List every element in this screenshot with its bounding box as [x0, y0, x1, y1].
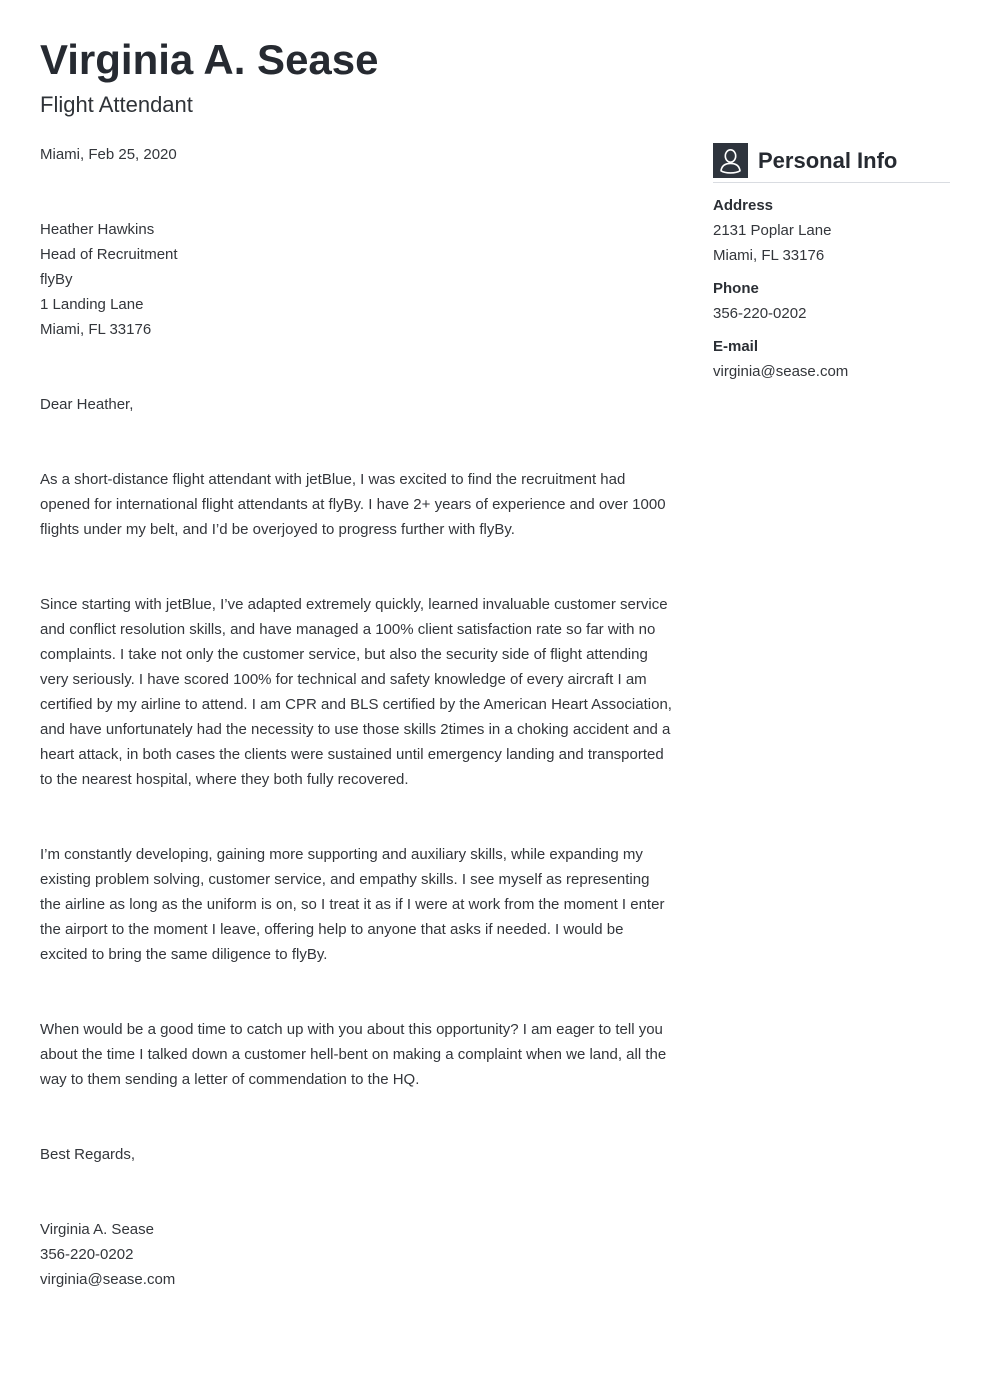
spacer [40, 967, 680, 992]
phone-label: Phone [713, 280, 759, 297]
paragraph-line: opened for international flight attendants at flyBy. I have 2+ years of experience and over 1000 [40, 496, 666, 513]
paragraph-line: existing problem solving, customer service, and empathy skills. I see myself as representing [40, 871, 650, 888]
address-line-1: 2131 Poplar Lane [713, 222, 832, 239]
address-group [713, 193, 950, 268]
paragraph-line: As a short-distance flight attendant with jetBlue, I was excited to find the recruitment had [40, 471, 626, 488]
spacer [40, 192, 680, 217]
paragraph-3 [40, 842, 680, 967]
spacer [40, 342, 680, 367]
spacer [40, 167, 680, 192]
paragraph-2 [40, 592, 680, 792]
personal-info-header [713, 143, 950, 183]
job-title: Flight Attendant [40, 92, 193, 117]
address-line-2: Miami, FL 33176 [713, 247, 825, 264]
spacer [40, 817, 680, 842]
signature-name: Virginia A. Sease [40, 1221, 154, 1238]
recipient-role: Head of Recruitment [40, 246, 178, 263]
paragraph-line: the airport to the moment I leave, offering help to anyone that asks if needed. I would be [40, 921, 624, 938]
signature-email: virginia@sease.com [40, 1271, 176, 1288]
recipient-street: 1 Landing Lane [40, 296, 144, 313]
applicant-name: Virginia A. Sease [40, 36, 379, 83]
spacer [40, 542, 680, 567]
paragraph-line: to the nearest hospital, where they both fully recovered. [40, 771, 409, 788]
spacer [40, 1117, 680, 1142]
resume-header [40, 34, 950, 119]
personal-info-title: Personal Info [758, 147, 898, 173]
spacer [40, 442, 680, 467]
spacer [40, 1167, 680, 1192]
email-label: E-mail [713, 338, 759, 355]
recipient-block [40, 217, 680, 342]
paragraph-line: complaints. I take not only the customer service, but also the security side of flight attending [40, 646, 648, 663]
paragraph-line: about the time I talked down a customer hell-bent on making a complaint when we land, all the [40, 1046, 667, 1063]
spacer [40, 1192, 680, 1217]
spacer [40, 567, 680, 592]
spacer [40, 792, 680, 817]
paragraph-line: flights under my belt, and I’d be overjoyed to progress further with flyBy. [40, 521, 515, 538]
email-group [713, 334, 950, 384]
paragraph-4 [40, 1017, 680, 1092]
paragraph-1 [40, 467, 680, 542]
paragraph-line: and have unfortunately had the necessity to use those skills 2times in a choking accident and a [40, 721, 671, 738]
paragraph-line: I’m constantly developing, gaining more supporting and auxiliary skills, while expanding my [40, 846, 643, 863]
salutation: Dear Heather, [40, 396, 134, 413]
paragraph-line: way to them sending a letter of commendation to the HQ. [40, 1071, 420, 1088]
letter-date-line: Miami, Feb 25, 2020 [40, 146, 177, 163]
paragraph-line: When would be a good time to catch up with you about this opportunity? I am eager to tell you [40, 1021, 663, 1038]
spacer [40, 992, 680, 1017]
signature-block [40, 1217, 680, 1292]
spacer [40, 1092, 680, 1117]
paragraph-line: certified by my airline to attend. I am CPR and BLS certified by the American Heart Association, [40, 696, 672, 713]
recipient-city: Miami, FL 33176 [40, 321, 152, 338]
phone-group [713, 276, 950, 326]
cover-letter-body [40, 142, 680, 1292]
signature-phone: 356-220-0202 [40, 1246, 134, 1263]
paragraph-line: heart attack, in both cases the clients were sustained until emergency landing and transported [40, 746, 664, 763]
closing: Best Regards, [40, 1146, 136, 1163]
recipient-company: flyBy [40, 271, 73, 288]
spacer [40, 367, 680, 392]
personal-info-sidebar [713, 143, 950, 384]
address-label: Address [713, 197, 774, 214]
person-icon [713, 143, 748, 178]
paragraph-line: excited to bring the same diligence to flyBy. [40, 946, 328, 963]
paragraph-line: the airline as long as the uniform is on, so I treat it as if I were at work from the moment I enter [40, 896, 665, 913]
recipient-name: Heather Hawkins [40, 221, 155, 238]
paragraph-line: Since starting with jetBlue, I’ve adapted extremely quickly, learned invaluable customer service [40, 596, 668, 613]
phone-value: 356-220-0202 [713, 305, 807, 322]
spacer [40, 417, 680, 442]
paragraph-line: and conflict resolution skills, and have managed a 100% client satisfaction rate so far with no [40, 621, 656, 638]
paragraph-line: very seriously. I have scored 100% for technical and safety knowledge of every aircraft I am [40, 671, 647, 688]
email-value: virginia@sease.com [713, 363, 849, 380]
